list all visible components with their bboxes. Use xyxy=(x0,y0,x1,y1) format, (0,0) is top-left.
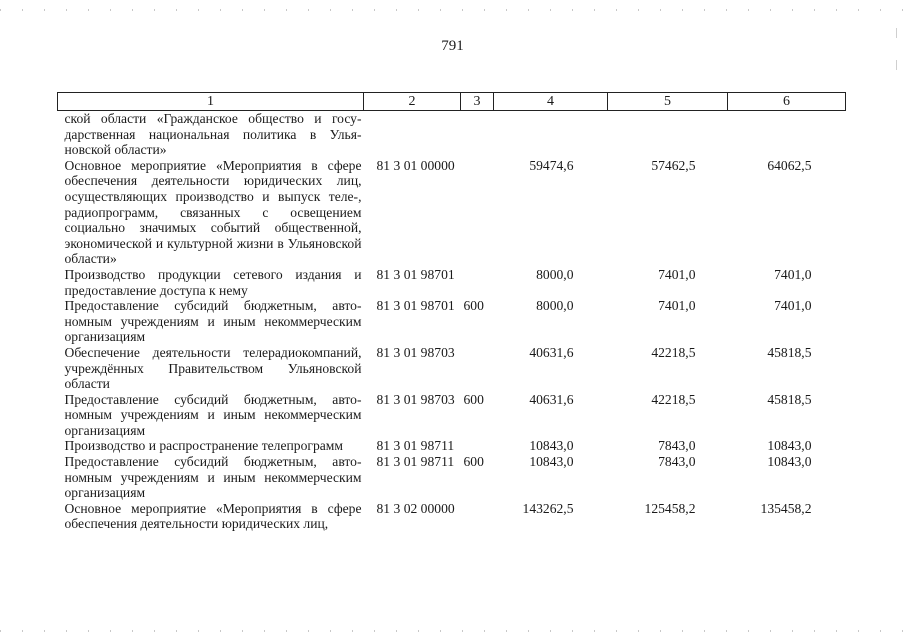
budget-table xyxy=(57,92,846,532)
expense-type-code-cell: 600 xyxy=(463,298,484,314)
amount-year-1-cell: 40631,6 xyxy=(529,344,574,360)
column-header: 4 xyxy=(494,93,608,111)
column-header: 6 xyxy=(728,93,846,111)
amount-year-1-cell: 8000,0 xyxy=(536,298,574,314)
item-name-cell: Предоставление субсидий бюджетным, автономным учреждениям и иным некоммерческим организациям xyxy=(64,391,362,438)
amount-year-3-cell: 135458,2 xyxy=(760,500,812,516)
table-header-row xyxy=(58,93,846,111)
column-header: 1 xyxy=(58,93,364,111)
amount-year-2-cell: 7843,0 xyxy=(658,438,696,454)
amount-year-2-cell: 7401,0 xyxy=(658,298,696,314)
expense-type-code-cell xyxy=(461,111,494,158)
amount-year-1-cell: 8000,0 xyxy=(536,266,574,282)
scan-artifact-top xyxy=(0,9,905,11)
table-row xyxy=(58,438,846,454)
item-name-cell: Производство и распространение телепрограмм xyxy=(64,438,343,454)
target-article-code-cell: 81 3 01 98703 xyxy=(376,344,455,360)
target-article-code-cell: 81 3 01 98711 xyxy=(376,454,455,470)
amount-year-3-cell: 45818,5 xyxy=(767,391,812,407)
table-row xyxy=(58,158,846,267)
amount-year-2-cell: 42218,5 xyxy=(651,344,696,360)
target-article-code-cell: 81 3 01 00000 xyxy=(376,157,455,173)
amount-year-2-cell: 125458,2 xyxy=(644,500,696,516)
table-row xyxy=(58,345,846,392)
target-article-code-cell: 81 3 01 98701 xyxy=(376,298,455,314)
table-row xyxy=(58,454,846,501)
amount-year-2-cell xyxy=(608,111,728,158)
table-row xyxy=(58,298,846,345)
expense-type-code-cell xyxy=(461,345,494,392)
amount-year-2-cell: 7843,0 xyxy=(658,454,696,470)
expense-type-code-cell xyxy=(461,158,494,267)
amount-year-2-cell: 57462,5 xyxy=(651,157,696,173)
target-article-code-cell xyxy=(364,111,461,158)
expense-type-code-cell: 600 xyxy=(463,454,484,470)
amount-year-2-cell: 42218,5 xyxy=(651,391,696,407)
table-row xyxy=(58,267,846,298)
amount-year-3-cell: 7401,0 xyxy=(774,266,812,282)
item-name-cell: Производство продукции сетевого издания и предоставление доступа к нему xyxy=(64,266,362,298)
amount-year-1-cell: 59474,6 xyxy=(529,157,574,173)
target-article-code-cell: 81 3 01 98703 xyxy=(376,391,455,407)
scan-artifact-right-mid xyxy=(896,60,897,70)
amount-year-2-cell: 7401,0 xyxy=(658,266,696,282)
table-row xyxy=(58,111,846,158)
column-header: 3 xyxy=(461,93,494,111)
item-name-cell: Основное мероприятие «Мероприятия в сфере обеспечения деятельности юридических лиц, xyxy=(64,500,362,532)
item-name-cell: Предоставление субсидий бюджетным, автономным учреждениям и иным некоммерческим организациям xyxy=(64,454,362,501)
amount-year-3-cell: 64062,5 xyxy=(767,157,812,173)
amount-year-1-cell xyxy=(494,111,608,158)
expense-type-code-cell xyxy=(461,267,494,298)
item-name-cell: Основное мероприятие «Мероприятия в сфере обеспечения деятельности юридических лиц, осуществляющих производство и выпуск теле-, радиопрограмм, связанных с освещением социально значимых событий общественной, экономической и культурной жизни в Ульяновской области» xyxy=(64,157,362,267)
item-name-cell: ской области «Гражданское общество и государственная национальная политика в Ульяновской области» xyxy=(64,111,362,158)
page-number: 791 xyxy=(441,38,464,54)
expense-type-code-cell: 600 xyxy=(463,391,484,407)
target-article-code-cell: 81 3 02 00000 xyxy=(376,500,455,516)
table-body xyxy=(58,111,846,533)
column-header: 5 xyxy=(608,93,728,111)
item-name-cell: Обеспечение деятельности телерадиокомпаний, учреждённых Правительством Ульяновской области xyxy=(64,344,362,392)
amount-year-3-cell: 10843,0 xyxy=(767,438,812,454)
amount-year-1-cell: 10843,0 xyxy=(529,438,574,454)
amount-year-3-cell: 10843,0 xyxy=(767,454,812,470)
column-header: 2 xyxy=(364,93,461,111)
amount-year-1-cell: 10843,0 xyxy=(529,454,574,470)
item-name-cell: Предоставление субсидий бюджетным, автономным учреждениям и иным некоммерческим организациям xyxy=(64,298,362,345)
amount-year-1-cell: 40631,6 xyxy=(529,391,574,407)
amount-year-1-cell: 143262,5 xyxy=(522,500,574,516)
scan-artifact-right-top xyxy=(896,28,897,38)
table-row xyxy=(58,501,846,532)
amount-year-3-cell: 7401,0 xyxy=(774,298,812,314)
target-article-code-cell: 81 3 01 98711 xyxy=(376,438,455,454)
expense-type-code-cell xyxy=(461,438,494,454)
amount-year-3-cell: 45818,5 xyxy=(767,344,812,360)
amount-year-3-cell xyxy=(728,111,846,158)
scan-artifact-bottom xyxy=(0,630,905,632)
target-article-code-cell: 81 3 01 98701 xyxy=(376,266,455,282)
table-row xyxy=(58,392,846,439)
expense-type-code-cell xyxy=(461,501,494,532)
